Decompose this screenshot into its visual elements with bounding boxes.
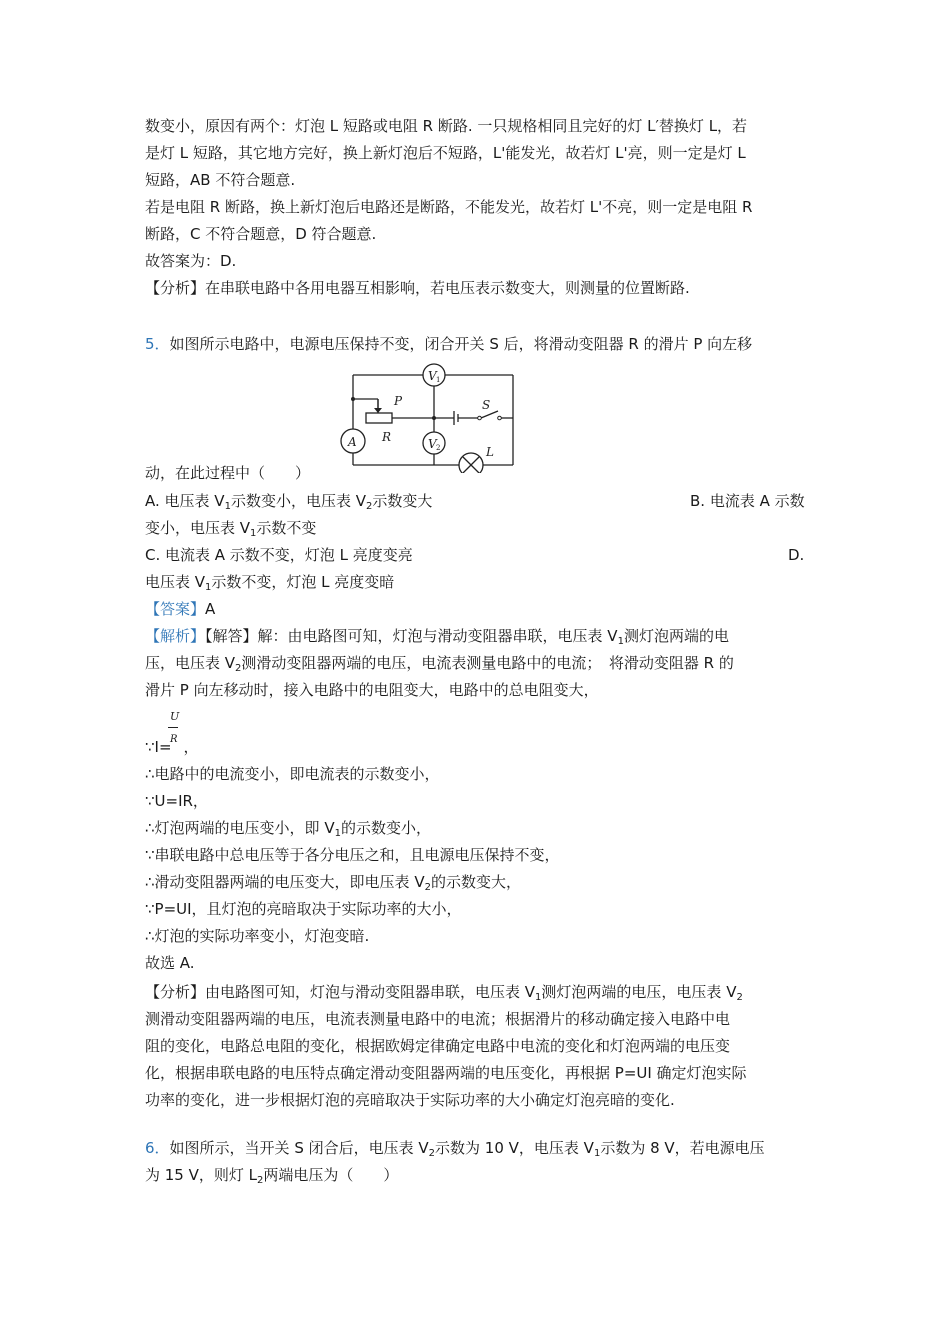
question-number: 5． <box>145 335 170 353</box>
fraction-denominator: R <box>170 734 178 745</box>
formula-line: ∵串联电路中总电压等于各分电压之和，且电源电压保持不变， <box>145 846 560 864</box>
solution-line: 压，电压表 $V_2$测滑动变阻器两端的电压，电流表测量电路中的电流； 将滑动变阻器 R 的 <box>145 654 734 674</box>
text-line: 是灯 L 短路，其它地方完好，换上新灯泡后不短路，L'能发光，故若灯 L'亮，则一定是灯 L <box>145 144 746 162</box>
option-a: A. 电压表 $V_1$示数变小，电压表 $V_2$示数变大 <box>145 492 433 512</box>
svg-text:V: V <box>428 369 437 383</box>
slider-arrow-icon <box>374 408 382 413</box>
question-stem: 6．如图所示，当开关 S 闭合后，电压表 $V_2$示数为 10 V，电压表 $V_1$示数为 8 V，若电源电压 <box>145 1139 765 1159</box>
text-line: 若是电阻 R 断路，换上新灯泡后电路还是断路，不能发光，故若灯 L'不亮，则一定是电阻 R <box>145 198 753 216</box>
svg-text:A: A <box>348 435 357 449</box>
question-stem: 5．如图所示电路中，电源电压保持不变，闭合开关 S 后，将滑动变阻器 R 的滑片 P 向左移 <box>145 335 753 353</box>
svg-text:S: S <box>482 398 491 412</box>
question-stem: 动，在此过程中（ ） <box>145 464 311 482</box>
analysis-line: 化，根据串联电路的电压特点确定滑动变阻器两端的电压变化，再根据 P=UI 确定灯泡实际 <box>145 1064 747 1082</box>
analysis-line: 【分析】由电路图可知，灯泡与滑动变阻器串联，电压表 $V_1$测灯泡两端的电压，电压表 $V_2$ <box>145 983 743 1003</box>
analysis-line: 功率的变化，进一步根据灯泡的亮暗取决于实际功率的大小确定灯泡亮暗的变化. <box>145 1091 675 1109</box>
fraction-bar <box>168 727 178 728</box>
fraction-numerator: U <box>170 710 180 723</box>
svg-text:1: 1 <box>436 376 441 384</box>
solution-line: 滑片 P 向左移动时，接入电路中的电阻变大，电路中的总电阻变大， <box>145 681 599 699</box>
text-line: 故答案为：D. <box>145 252 237 270</box>
analysis-line: 阻的变化，电路总电阻的变化，根据欧姆定律确定电路中电流的变化和灯泡两端的电压变 <box>145 1037 731 1055</box>
text-line: 【分析】在串联电路中各用电器互相影响，若电压表示数变大，则测量的位置断路. <box>145 279 690 297</box>
svg-text:L: L <box>486 445 494 459</box>
option-b: B. 电流表 A 示数 <box>690 492 805 510</box>
formula-line: ∵I= ， <box>145 738 199 756</box>
option-d: D. <box>788 546 805 564</box>
formula-line: ∴滑动变阻器两端的电压变大，即电压表 $V_2$的示数变大， <box>145 873 521 893</box>
svg-text:V: V <box>428 437 437 451</box>
option-b-cont: 变小，电压表 $V_1$示数不变 <box>145 519 317 539</box>
formula-line: ∴灯泡两端的电压变小，即 $V_1$的示数变小， <box>145 819 431 839</box>
question-stem: 为 15 V，则灯 $L_2$两端电压为（ ） <box>145 1166 399 1186</box>
svg-text:P: P <box>394 394 403 408</box>
lamp-icon <box>459 453 483 473</box>
formula-line: ∴电路中的电流变小，即电流表的示数变小， <box>145 765 440 783</box>
svg-text:2: 2 <box>436 444 441 452</box>
formula-line: 故选 A. <box>145 954 195 972</box>
option-d-cont: 电压表 $V_1$示数不变，灯泡 L 亮度变暗 <box>145 573 395 593</box>
circuit-diagram <box>338 361 523 473</box>
text-line: 断路，C 不符合题意，D 符合题意. <box>145 225 377 243</box>
formula-line: ∵U=IR， <box>145 792 208 810</box>
text-line: 数变小，原因有两个：灯泡 L 短路或电阻 R 断路. 一只规格相同且完好的灯 L′替换灯 L，若 <box>145 117 748 135</box>
question-number: 6． <box>145 1139 170 1157</box>
answer: 【答案】A <box>145 600 216 618</box>
formula-line: ∵P=UI，且灯泡的亮暗取决于实际功率的大小， <box>145 900 462 918</box>
svg-text:R: R <box>382 430 392 444</box>
option-c: C. 电流表 A 示数不变，灯泡 L 亮度变亮 <box>145 546 413 564</box>
text-line: 短路，AB 不符合题意. <box>145 171 296 189</box>
analysis-line: 测滑动变阻器两端的电压，电流表测量电路中的电流；根据滑片的移动确定接入电路中电 <box>145 1010 731 1028</box>
formula-line: ∴灯泡的实际功率变小，灯泡变暗. <box>145 927 370 945</box>
solution-line: 【解析】【解答】解：由电路图可知，灯泡与滑动变阻器串联，电压表 $V_1$测灯泡两端的电 <box>145 627 729 647</box>
